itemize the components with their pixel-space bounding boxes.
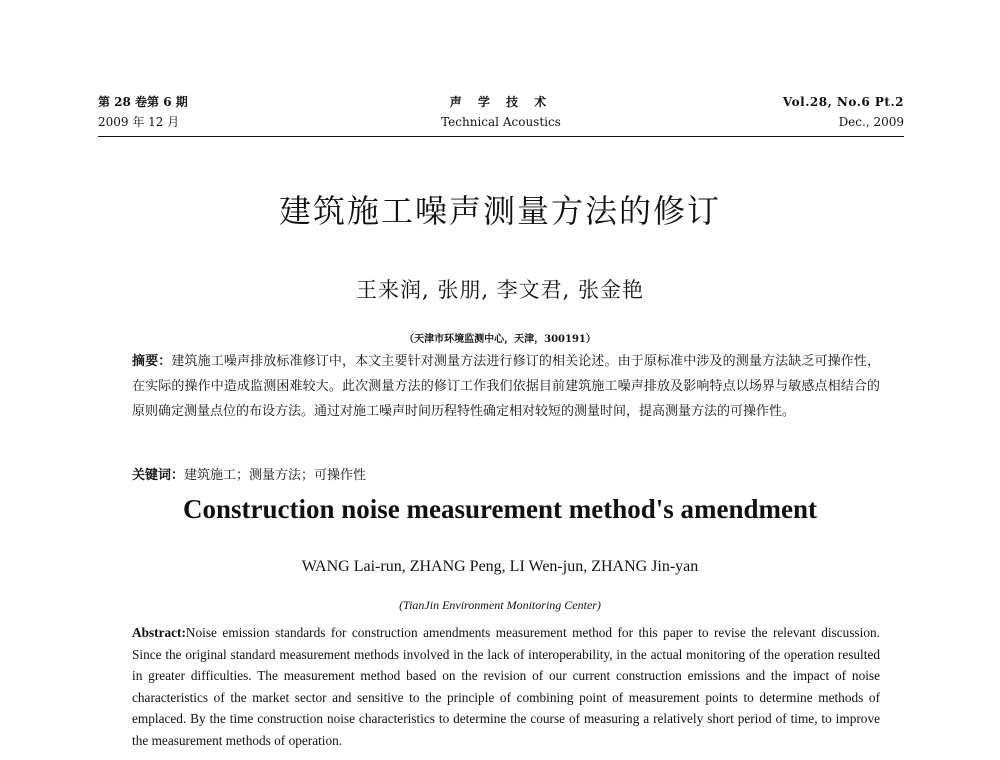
- abstract-en: [132, 622, 880, 751]
- journal-header: [98, 92, 904, 137]
- issue-date-cn: 2009 年 12 月: [98, 115, 180, 129]
- issue-date-en: Dec., 2009: [838, 115, 904, 129]
- authors-en: WANG Lai-run, ZHANG Peng, LI Wen-jun, ZHANG Jin-yan: [301, 558, 699, 575]
- affiliation-cn: （天津市环境监测中心，天津，300191）: [404, 334, 596, 345]
- affiliation-en: (TianJin Environment Monitoring Center): [399, 598, 601, 612]
- abstract-cn-text: 建筑施工噪声排放标准修订中，本文主要针对测量方法进行修订的相关论述。由于原标准中涉及的测量方法缺乏可操作性，在实际的操作中造成监测困难较大。此次测量方法的修订工作我们依据目前建筑施工噪声排放及影响特点以场界与敏感点相结合的原则确定测量点位的布设方法。通过对施工噪声时间历程特性确定相对较短的测量时间，提高测量方法的可操作性。: [132, 354, 880, 419]
- volume-issue-en: Vol.28, No.6 Pt.2: [782, 95, 904, 109]
- journal-name-cn: 声 学 技 术: [449, 95, 553, 109]
- paper-title-en: Construction noise measurement method's amendment: [183, 494, 817, 524]
- abstract-en-text: Noise emission standards for construction amendments measurement method for this paper to revise the relevant discussion. Since the original standard measurement methods involved in the lack of interoperability, in the actual monitoring of the operation resulted in greater difficulties. The measurement method based on the revision of our current construction emissions and the impact of noise characteristics of the market sector and sensitive to the principle of combining point of measurement points to determine methods of emplaced. By the time construction noise characteristics to determine the course of measuring a relatively short period of time, to improve the measurement methods of operation.: [132, 625, 880, 748]
- abstract-en-label: Abstract:: [132, 625, 186, 640]
- authors-cn: 王来润, 张朋, 李文君, 张金艳: [355, 278, 645, 302]
- abstract-cn: [132, 349, 880, 424]
- volume-issue: 第 28 卷第 6 期: [98, 95, 188, 109]
- issue-info-en: [783, 92, 904, 132]
- abstract-cn-label: 摘要：: [132, 354, 172, 369]
- paper-title-cn: 建筑施工噪声测量方法的修订: [278, 192, 721, 230]
- keywords-cn: [132, 465, 880, 487]
- keywords-cn-text: 建筑施工；测量方法；可操作性: [184, 468, 367, 483]
- keywords-cn-label: 关键词：: [132, 468, 185, 483]
- journal-name-en: Technical Acoustics: [441, 115, 561, 129]
